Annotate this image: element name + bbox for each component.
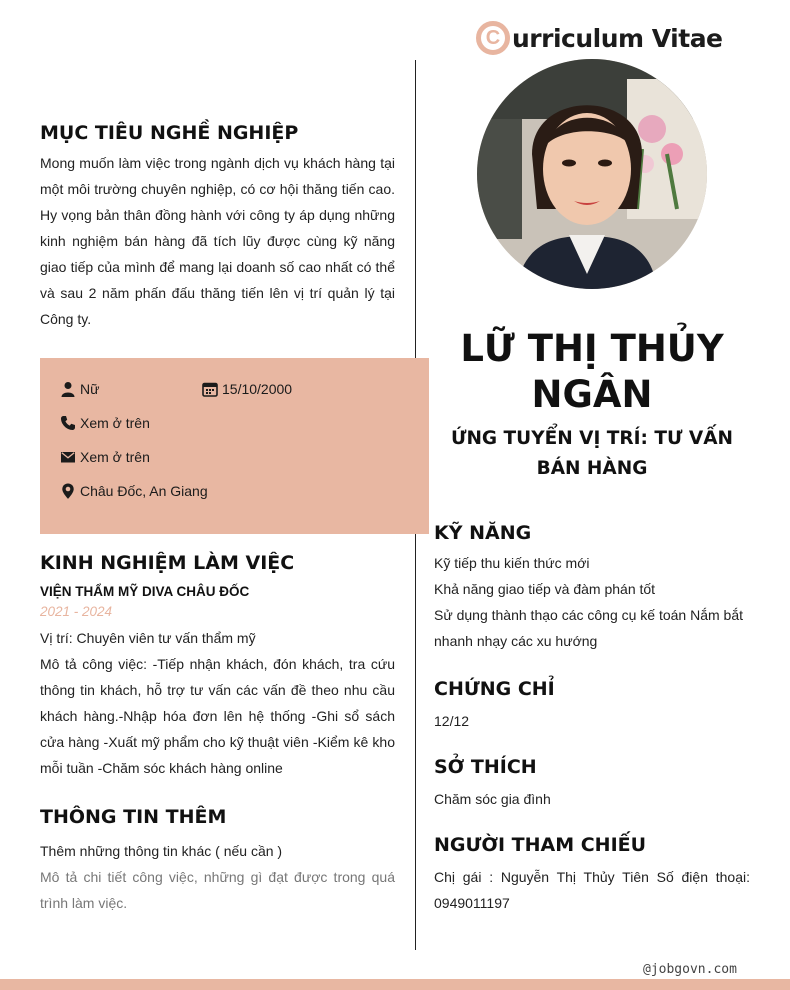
contact-box [40,358,429,534]
skills-title: KỸ NĂNG [434,522,532,544]
birthdate-value: 15/10/2000 [222,381,293,397]
contact-gender [60,381,99,397]
hobbies-title: SỞ THÍCH [434,756,537,778]
envelope-icon [60,449,76,465]
location-pin-icon [60,483,76,499]
hobby-item: Chăm sóc gia đình [434,791,551,807]
certificates-title: CHỨNG CHỈ [434,678,555,700]
references-title: NGƯỜI THAM CHIẾU [434,834,647,856]
email-value: Xem ở trên [80,449,150,465]
skills-section [434,522,750,654]
watermark: @jobgovn.com [643,962,737,977]
applied-position: ỨNG TUYỂN VỊ TRÍ: TƯ VẤN BÁN HÀNG [450,428,734,479]
hobbies-section [434,756,750,812]
objective-title: MỤC TIÊU NGHỀ NGHIỆP [40,122,299,144]
company-name: VIỆN THẨM MỸ DIVA CHÂU ĐỐC [40,584,250,599]
cv-logo [476,18,723,58]
contact-email [60,449,150,465]
work-period: 2021 - 2024 [40,604,113,619]
more-info-title: THÔNG TIN THÊM [40,806,227,828]
contact-address [60,483,208,499]
reference-text: Chị gái : Nguyễn Thị Thủy Tiên Số điện thoại: 0949011197 [434,869,750,911]
objective-section [40,122,395,332]
skill-item: Sử dụng thành thạo các công cụ kế toán Nắm bắt nhanh nhạy các xu hướng [434,607,744,649]
contact-birthdate [202,381,292,397]
contact-phone [60,415,150,431]
more-info-line1: Thêm những thông tin khác ( nếu cần ) [40,843,283,859]
more-info-line2: Mô tả chi tiết công việc, những gì đạt được trong quá trình làm việc. [40,869,395,911]
certificates-section [434,678,750,734]
references-section [434,834,750,916]
job-position: Vị trí: Chuyên viên tư vấn thẩm mỹ [40,630,256,646]
skill-item: Kỹ tiếp thu kiến thức mới [434,555,590,571]
candidate-name: LỮ THỊ THỦY NGÂN [460,327,724,416]
address-value: Châu Đốc, An Giang [80,483,208,499]
calendar-icon [202,381,218,397]
more-info-section [40,806,395,916]
bottom-accent-bar [0,979,790,990]
skill-item: Khả năng giao tiếp và đàm phán tốt [434,581,656,597]
phone-icon [60,415,76,431]
phone-value: Xem ở trên [80,415,150,431]
logo-text: urriculum Vitae [512,23,723,53]
job-description: Mô tả công việc: -Tiếp nhận khách, đón khách, tra cứu thông tin khách, hỗ trợ tư vấn các vấn đề theo nhu cầu khách hàng.-Nhập hóa đơn lên hệ thống -Ghi sổ sách cửa hàng -Xuất mỹ phẩm cho kỹ thuật viên -Kiểm kê kho mỗi tuần -Chăm sóc khách hàng online [40,656,395,776]
certificate-item: 12/12 [434,713,470,729]
experience-section [40,552,395,781]
experience-title: KINH NGHIỆM LÀM VIỆC [40,552,295,574]
profile-photo [477,59,707,289]
gender-value: Nữ [80,381,100,397]
objective-text: Mong muốn làm việc trong ngành dịch vụ khách hàng tại một môi trường chuyên nghiệp, có cơ hội thăng tiến cao. Hy vọng bản thân đồng hành với công ty áp dụng những kinh nghiệm bán hàng đã tích lũy được cùng kỹ năng giao tiếp của mình để mang lại doanh số cao nhất có thể và sau 2 năm phấn đấu thăng tiến lên vị trí quản lý tại Công ty. [40,155,395,327]
person-icon [60,381,76,397]
logo-c-circle: C [476,21,510,55]
